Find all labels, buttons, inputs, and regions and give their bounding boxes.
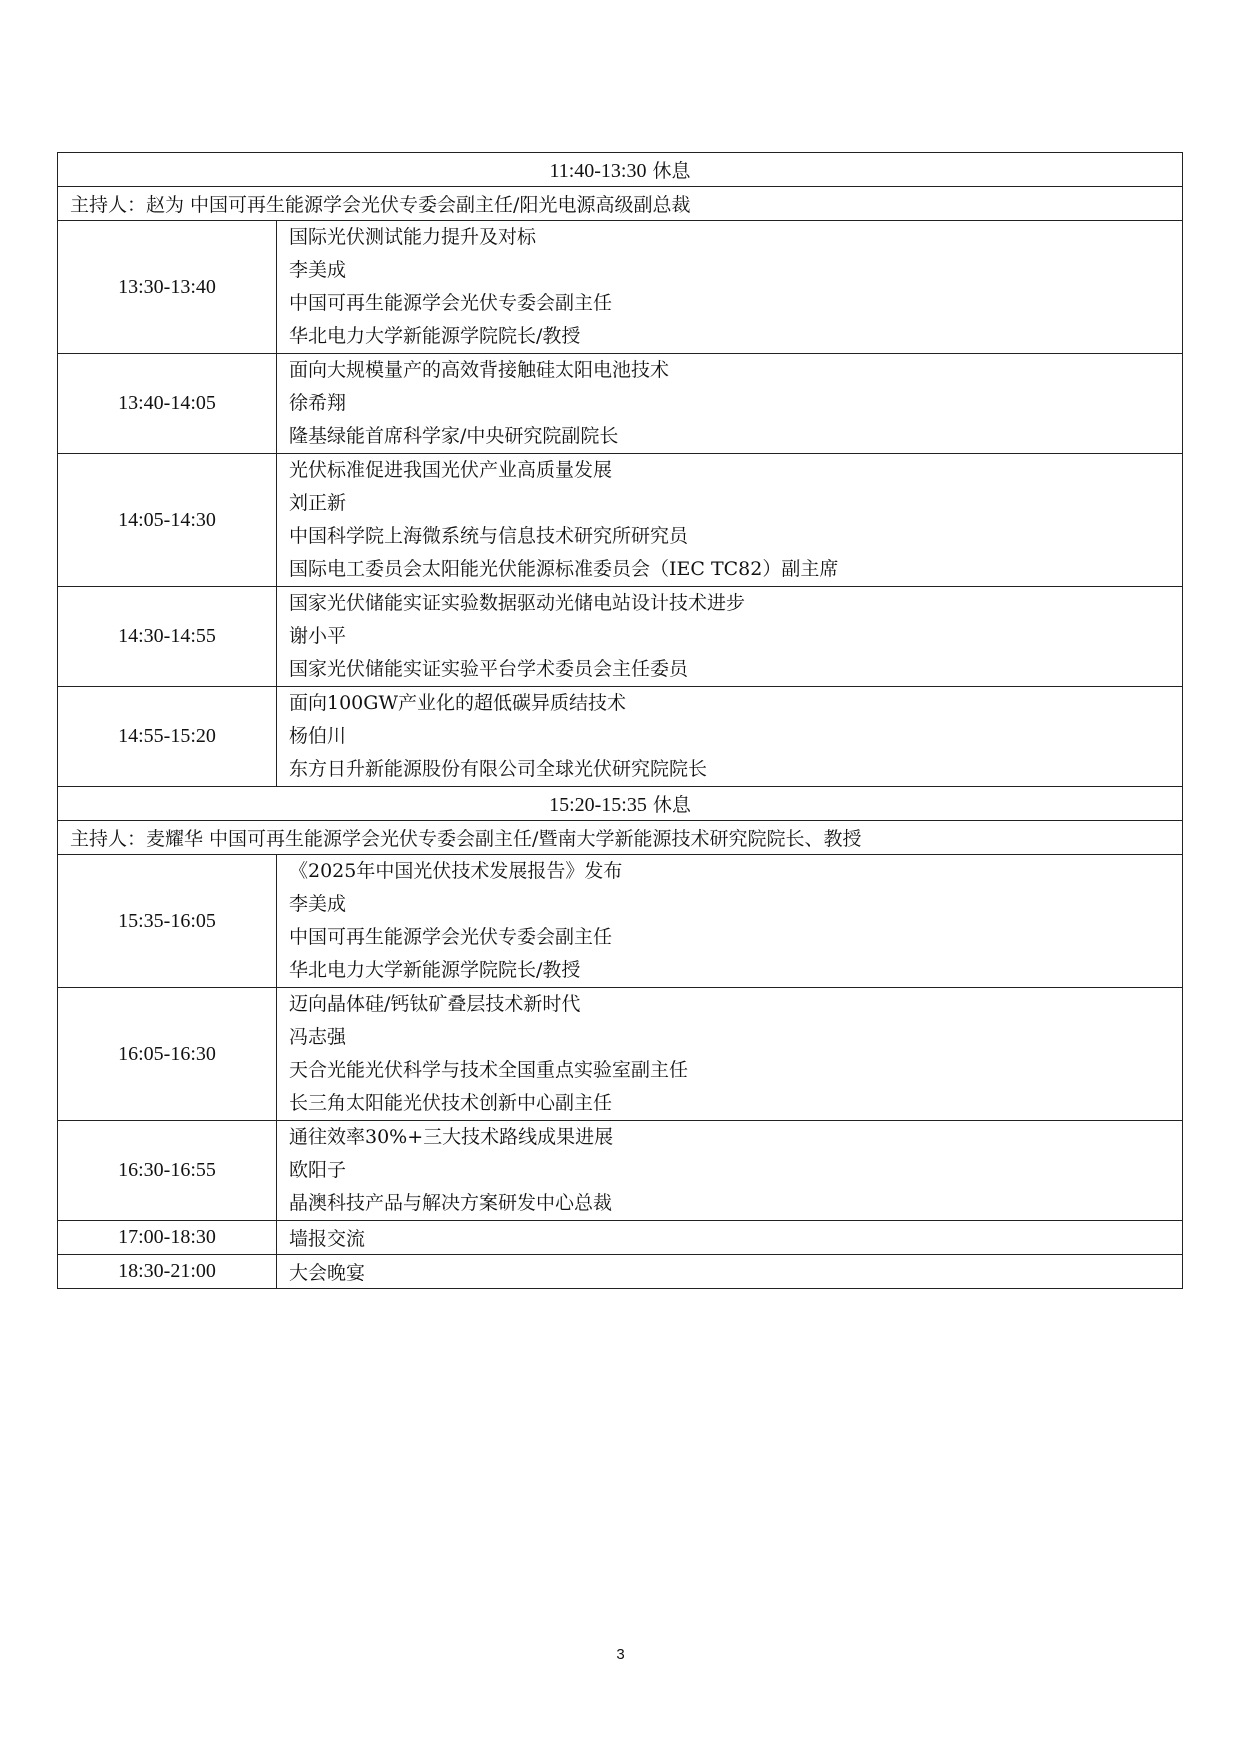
talk-title: 面向大规模量产的高效背接触硅太阳电池技术 [289,359,670,381]
break-time: 15:20-15:35 [549,794,647,816]
speaker-name: 杨伯川 [289,725,347,747]
talk-title: 光伏标准促进我国光伏产业高质量发展 [289,459,613,481]
talk-row [58,221,1183,354]
talk-title: 《2025年中国光伏技术发展报告》发布 [289,860,623,882]
talk-time: 16:30-16:55 [58,1121,277,1221]
speaker-affiliation: 华北电力大学新能源学院院长/教授 [289,959,581,981]
talk-title: 面向100GW产业化的超低碳异质结技术 [289,692,626,714]
talk-title: 国际光伏测试能力提升及对标 [289,226,537,248]
break-label: 休息 [652,160,691,182]
talk-row [58,454,1183,587]
speaker-affiliation: 东方日升新能源股份有限公司全球光伏研究院院长 [289,758,708,780]
talk-title: 国家光伏储能实证实验数据驱动光储电站设计技术进步 [289,592,746,614]
talk-title: 通往效率30%+三大技术路线成果进展 [289,1126,614,1148]
talk-title: 迈向晶体硅/钙钛矿叠层技术新时代 [289,993,581,1015]
talk-row [58,354,1183,454]
speaker-name: 李美成 [289,893,347,915]
host-row [58,187,1183,221]
host-row [58,821,1183,855]
talk-row [58,855,1183,988]
talk-details [277,855,1183,988]
event-label: 大会晚宴 [277,1255,1183,1289]
talk-time: 14:55-15:20 [58,687,277,787]
talk-time: 13:30-13:40 [58,221,277,354]
talk-time: 15:35-16:05 [58,855,277,988]
speaker-affiliation: 华北电力大学新能源学院院长/教授 [289,325,581,347]
speaker-name: 李美成 [289,259,347,281]
speaker-affiliation: 晶澳科技产品与解决方案研发中心总裁 [289,1192,613,1214]
talk-details [277,988,1183,1121]
talk-time: 13:40-14:05 [58,354,277,454]
speaker-name: 冯志强 [289,1026,347,1048]
speaker-name: 谢小平 [289,625,347,647]
talk-time: 16:05-16:30 [58,988,277,1121]
break-label: 休息 [652,794,691,816]
event-label: 墙报交流 [277,1221,1183,1255]
event-time: 17:00-18:30 [58,1221,277,1255]
speaker-affiliation: 中国可再生能源学会光伏专委会副主任 [289,926,613,948]
speaker-affiliation: 中国可再生能源学会光伏专委会副主任 [289,292,613,314]
speaker-name: 徐希翔 [289,392,347,414]
break-cell [58,787,1183,821]
break-row [58,787,1183,821]
host-text: 主持人：赵为 中国可再生能源学会光伏专委会副主任/阳光电源高级副总裁 [58,187,1183,221]
speaker-affiliation: 天合光能光伏科学与技术全国重点实验室副主任 [289,1059,689,1081]
talk-time: 14:05-14:30 [58,454,277,587]
talk-details [277,221,1183,354]
speaker-affiliation: 隆基绿能首席科学家/中央研究院副院长 [289,425,619,447]
break-cell [58,153,1183,187]
talk-details [277,354,1183,454]
talk-details [277,587,1183,687]
event-time: 18:30-21:00 [58,1255,277,1289]
agenda-table [57,152,1183,1289]
break-time: 11:40-13:30 [549,160,647,182]
talk-details [277,454,1183,587]
talk-details [277,1121,1183,1221]
speaker-name: 欧阳子 [289,1159,347,1181]
talk-row [58,1121,1183,1221]
break-row [58,153,1183,187]
page-number: 3 [616,1646,625,1663]
talk-row [58,988,1183,1121]
talk-row [58,587,1183,687]
speaker-affiliation: 国际电工委员会太阳能光伏能源标准委员会（IEC TC82）副主席 [289,558,839,580]
speaker-affiliation: 长三角太阳能光伏技术创新中心副主任 [289,1092,613,1114]
speaker-name: 刘正新 [289,492,347,514]
speaker-affiliation: 国家光伏储能实证实验平台学术委员会主任委员 [289,658,689,680]
talk-row [58,687,1183,787]
speaker-affiliation: 中国科学院上海微系统与信息技术研究所研究员 [289,525,689,547]
event-row [58,1255,1183,1289]
talk-time: 14:30-14:55 [58,587,277,687]
host-text: 主持人：麦耀华 中国可再生能源学会光伏专委会副主任/暨南大学新能源技术研究院院长、教授 [58,821,1183,855]
event-row [58,1221,1183,1255]
talk-details [277,687,1183,787]
